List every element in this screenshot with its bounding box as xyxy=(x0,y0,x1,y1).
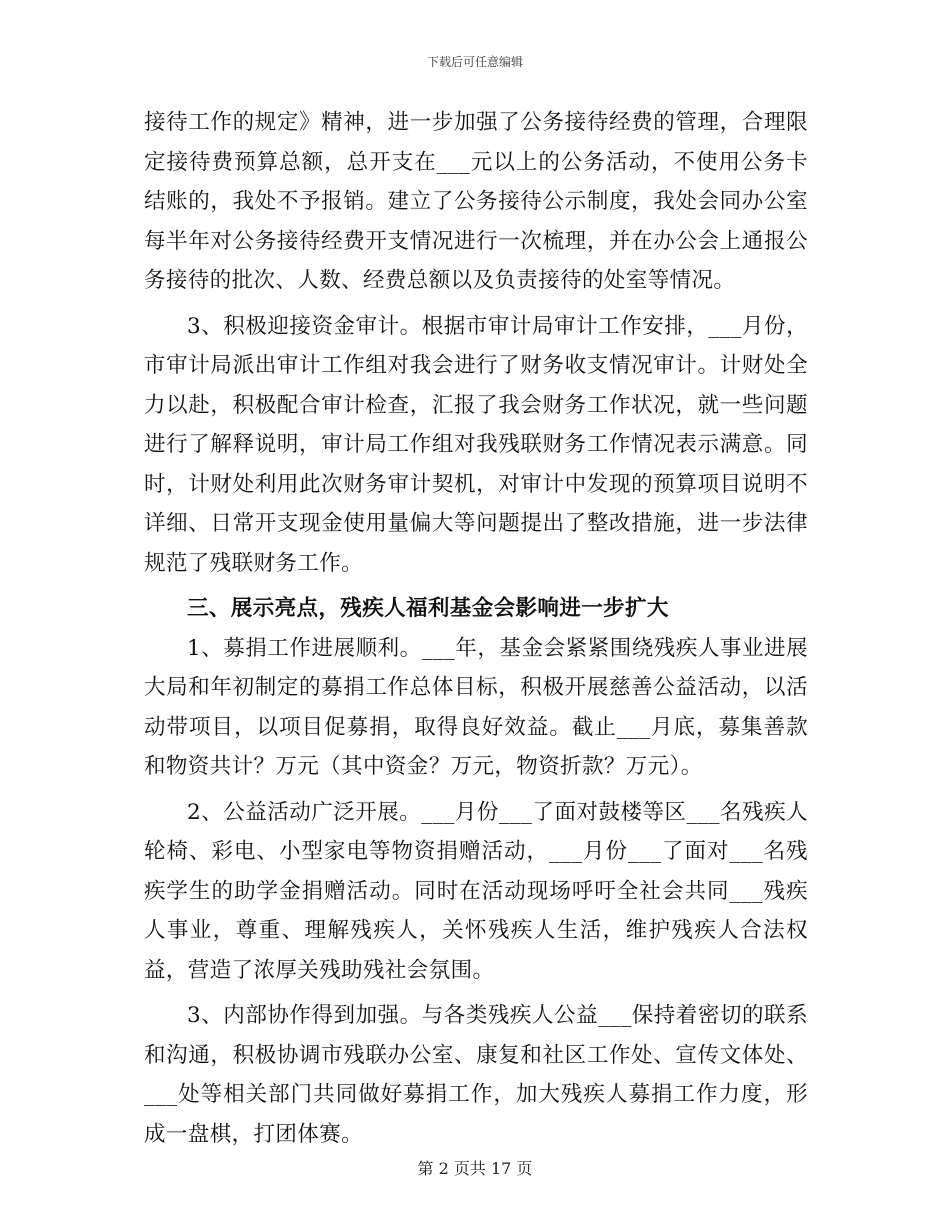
paragraph-fundraising: 1、募捐工作进展顺利。___年，基金会紧紧围绕残疾人事业进展大局和年初制定的募捐工作总体目标，积极开展慈善公益活动，以活动带项目，以项目促募捐，取得良好效益。截止___月底，募集善款和物资共计？万元（其中资金？万元，物资折款？万元）。 xyxy=(144,635,808,779)
paragraph-reception-rules: 接待工作的规定》精神，进一步加强了公务接待经费的管理，合理限定接待费预算总额，总开支在___元以上的公务活动，不使用公务卡结账的，我处不予报销。建立了公务接待公示制度，我处会同办公室每半年对公务接待经费开支情况进行一次梳理，并在办公会上通报公务接待的批次、人数、经费总额以及负责接待的处室等情况。 xyxy=(144,110,808,293)
paragraph-audit: 3、积极迎接资金审计。根据市审计局审计工作安排，___月份，市审计局派出审计工作组对我会进行了财务收支情况审计。计财处全力以赴，积极配合审计检查，汇报了我会财务工作状况，就一些问题进行了解释说明，审计局工作组对我残联财务工作情况表示满意。同时，计财处利用此次财务审计契机，对审计中发现的预算项目说明不详细、日常开支现金使用量偏大等问题提出了整改措施，进一步法律规范了残联财务工作。 xyxy=(144,313,808,576)
section-heading: 三、展示亮点，残疾人福利基金会影响进一步扩大 xyxy=(187,596,669,621)
paragraph-internal-cooperation: 3、内部协作得到加强。与各类残疾人公益___保持着密切的联系和沟通，积极协调市残联办公室、康复和社区工作处、宣传文体处、___处等相关部门共同做好募捐工作，加大残疾人募捐工作力度，形成一盘棋，打团体赛。 xyxy=(144,1003,808,1147)
paragraph-charity-activities: 2、公益活动广泛开展。___月份___了面对鼓楼等区___名残疾人轮椅、彩电、小型家电等物资捐赠活动，___月份___了面对___名残疾学生的助学金捐赠活动。同时在活动现场呼吁全社会共同___残疾人事业，尊重、理解残疾人，关怀残疾人生活，维护残疾人合法权益，营造了浓厚关残助残社会氛围。 xyxy=(144,799,808,983)
page-footer: 第 2 页共 17 页 xyxy=(417,1159,533,1178)
document-body xyxy=(144,103,808,1154)
page-header: 下载后可任意编辑 xyxy=(426,55,523,69)
